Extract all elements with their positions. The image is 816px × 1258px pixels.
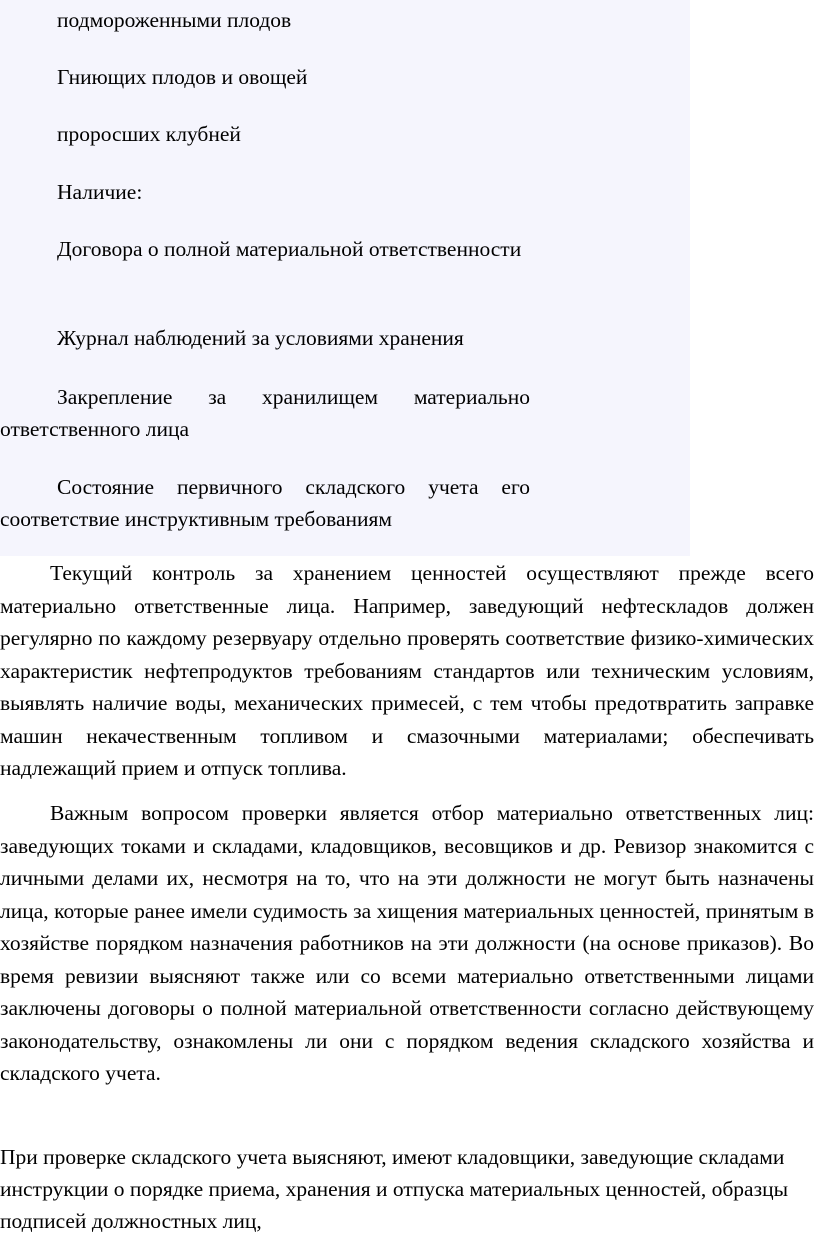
paragraph-warehouse-accounting: При проверке складского учета выясняют, имеют кладовщики, заведующие складами инструкции о порядке приема, хранения и отпуска материальных ценностей, образцы подписей должностных лиц, [0,1145,789,1233]
checklist-row: подмороженными плодов [57,8,292,32]
checklist-row: Гниющих плодов и овощей [57,65,308,89]
checklist-row: Состояние первичного складского учета его соответствие инструктивным требованиям [0,475,530,531]
checklist-row: Журнал наблюдений за условиями хранения [57,326,464,350]
paragraph-staff-selection: Важным вопросом проверки является отбор материально ответственных лиц: заведующих токами и складами, кладовщиков, весовщиков и др. Ревизор знакомится с личными делами их, несмотря на то, что на эти должности не могут быть назначены лица, которые ранее имели судимость за хищения материальных ценностей, принятым в хозяйстве порядком назначения работников на эти должности (на основе приказов). Во время ревизии выясняют также или со всеми материально ответственными лицами заключены договоры о полной материальной ответственности согласно действующему законодательству, ознакомлены ли они с порядком ведения складского хозяйства и складского учета. [0,801,814,1085]
paragraph-current-control: Текущий контроль за хранением ценностей осуществляют прежде всего материально ответственные лица. Например, заведующий нефтескладов должен регулярно по каждому резервуару отдельно проверять соответствие физико-химических характеристик нефтепродуктов требованиям стандартов или техническим условиям, выявлять наличие воды, механических примесей, с тем чтобы предотвратить заправке машин некачественным топливом и смазочными материалами; обеспечивать надлежащий прием и отпуск топлива. [0,561,814,780]
checklist-table-cell [0,0,690,556]
checklist-row: Закрепление за хранилищем материально ответственного лица [0,385,530,441]
checklist-row: Договора о полной материальной ответственности [57,237,522,261]
checklist-row: Наличие: [57,180,143,204]
checklist-row: проросших клубней [57,122,241,146]
